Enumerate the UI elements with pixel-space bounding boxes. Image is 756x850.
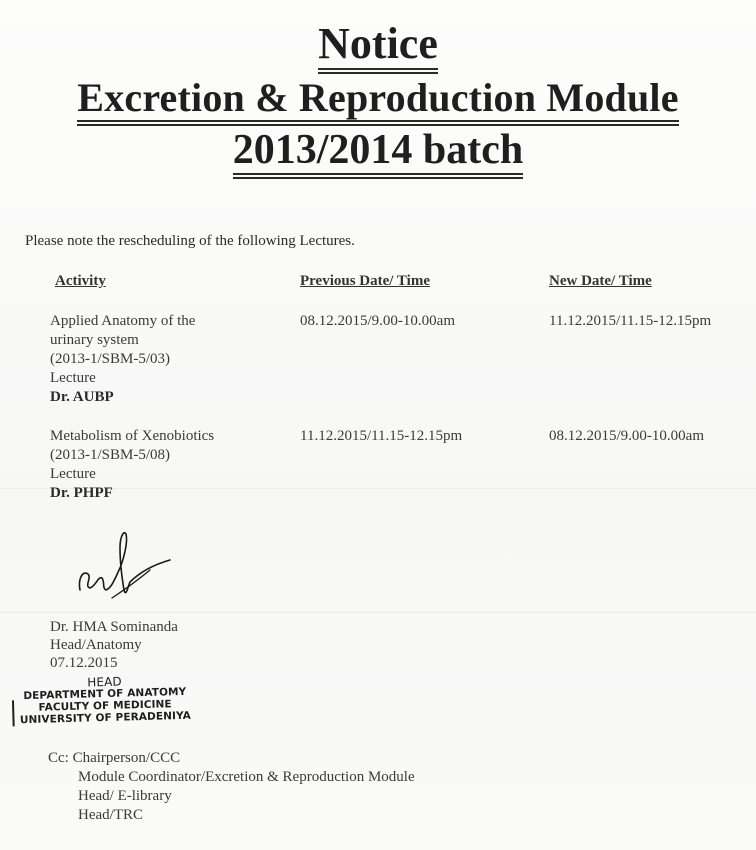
activity-line: Lecture (50, 466, 96, 482)
signatory-name: Dr. HMA Sominanda (50, 619, 178, 635)
table-row-2-activity (50, 427, 214, 503)
activity-line: Applied Anatomy of the (50, 313, 196, 329)
department-stamp (9, 674, 200, 727)
cc-item: Head/TRC (78, 807, 143, 823)
signatory-date: 07.12.2015 (50, 655, 118, 671)
table-row-1-previous: 08.12.2015/9.00-10.00am (300, 313, 455, 329)
cc-list (48, 749, 415, 825)
table-row-2-previous: 11.12.2015/11.15-12.15pm (300, 428, 463, 444)
cc-item: Module Coordinator/Excretion & Reproduction Module (78, 769, 415, 785)
activity-line: urinary system (50, 332, 139, 348)
cc-item: Head/ E-library (78, 788, 172, 804)
signatory-block (50, 618, 178, 672)
activity-line: (2013-1/SBM-5/08) (50, 447, 170, 463)
stamp-line: UNIVERSITY OF PERADENIYA (19, 709, 192, 727)
table-row-2-new: 08.12.2015/9.00-10.00am (549, 428, 704, 444)
lecturer-name: Dr. AUBP (50, 389, 114, 405)
batch-title: 2013/2014 batch (0, 126, 756, 179)
stamp-line: DEPARTMENT OF ANATOMY (23, 685, 187, 703)
intro-text: Please note the rescheduling of the following Lectures. (25, 233, 355, 249)
column-header-previous: Previous Date/ Time (300, 273, 430, 289)
column-header-new: New Date/ Time (549, 273, 652, 289)
lecturer-name: Dr. PHPF (50, 485, 113, 501)
notice-title: Notice (0, 18, 756, 74)
stamp-line: HEAD (87, 674, 122, 690)
column-header-activity: Activity (55, 273, 106, 289)
table-row-1-new: 11.12.2015/11.15-12.15pm (549, 313, 712, 329)
cc-item: Cc: Chairperson/CCC (48, 750, 181, 766)
activity-line: (2013-1/SBM-5/03) (50, 351, 170, 367)
stamp-bracket (12, 700, 19, 726)
table-row-1-activity (50, 312, 195, 407)
module-title: Excretion & Reproduction Module (0, 74, 756, 126)
handwritten-signature (72, 528, 182, 628)
stamp-line: FACULTY OF MEDICINE (38, 698, 172, 714)
activity-line: Metabolism of Xenobiotics (50, 428, 215, 444)
signatory-position: Head/Anatomy (50, 637, 142, 653)
activity-line: Lecture (50, 370, 96, 386)
